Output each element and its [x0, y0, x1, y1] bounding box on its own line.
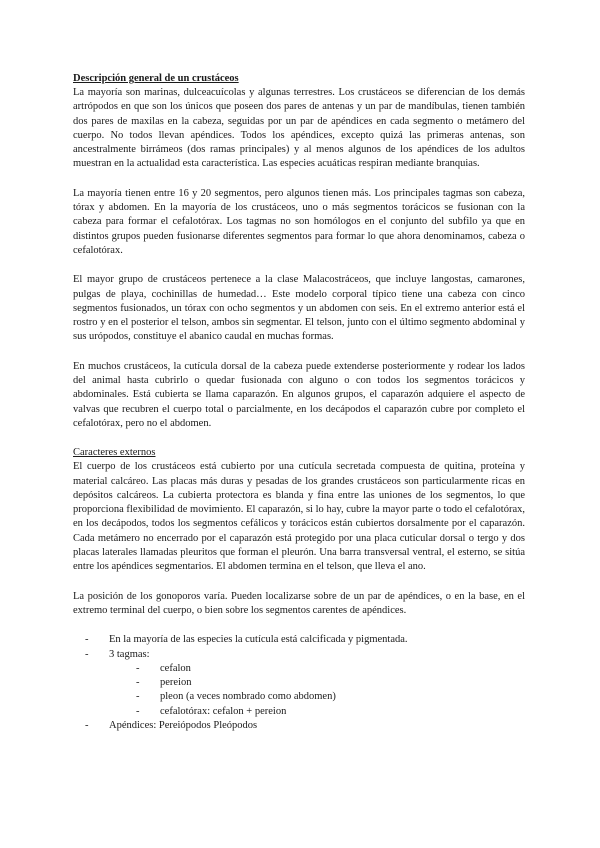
list-item-label: 3 tagmas:	[109, 648, 150, 660]
paragraph: El cuerpo de los crustáceos está cubierto por una cutícula secretada compuesta de quitina, proteína y material calcáreo. Las placas más duras y pesadas de los grandes crustáceos son particularmente ricas en depósitos calcáreos. La cubierta protectora es blanda y fina entre las uniones de los segmentos, lo que proporciona flexibilidad de movimiento. El caparazón, si lo hay, cubre la mayor parte o todo el cefalotórax, en los decápodos, todos los segmentos cefálicos y torácicos están cubiertos dorsalmente por el caparazón. Cada metámero no encerrado por el caparazón está protegido por una placa cuticular dorsal o tergo y dos placas laterales llamadas pleuritos que forman el pleurón. Una barra transversal ventral, el esterno, se sitúa entre los apéndices segmentarios. El abdomen termina en el telson, que lleva el ano.	[73, 461, 525, 573]
sub-list-item: - cefalon	[136, 662, 525, 676]
paragraph: La posición de los gonoporos varía. Pueden localizarse sobre de un par de apéndices, o en la base, en el extremo terminal del cuerpo, o bien sobre los segmentos carentes de apéndices.	[73, 590, 525, 616]
paragraph: El mayor grupo de crustáceos pertenece a la clase Malacostráceos, que incluye langostas, camarones, pulgas de playa, cochinillas de humedad… Este modelo corporal típico tiene una cabeza con cinco segmentos fusionados, un tórax con ocho segmentos y un abdomen con seis. En el extremo anterior está el rostro y en el posterior el telson, ambos sin segmentar. El telson, junto con el último segmento abdominal y sus urópodos, constituye el abanico caudal en muchas formas.	[73, 274, 525, 343]
sub-list-item: - pereion	[136, 676, 525, 690]
list-item	[85, 648, 525, 719]
paragraph: La mayoría son marinas, dulceacuícolas y algunas terrestres. Los crustáceos se diferencian de los demás artrópodos en que son los únicos que poseen dos pares de antenas y un par de mandíbulas, tienen también dos pares de maxilas en la cabeza, seguidas por un par de apéndices en cada segmento o metámero del cuerpo. No todos llevan apéndices. Todos los apéndices, excepto quizá las primeras antenas, son ancestralmente birrámeos (dos ramas principales) y al menos algunos de los apéndices de los adultos muestran en la actualidad esta característica. Las especies acuáticas respiran mediante branquias.	[73, 87, 525, 170]
list-item: - Apéndices: Pereiópodos Pleópodos	[85, 719, 525, 733]
section-heading-description: Descripción general de un crustáceos	[73, 73, 239, 84]
paragraph: En muchos crustáceos, la cutícula dorsal de la cabeza puede extenderse posteriormente y rodear los lados del animal hasta cubrirlo o quedar fusionada con alguno o con todos los segmentos torácicos y abdominales. Está cubierta se llama caparazón. En algunos grupos, el caparazón adquiere el aspecto de valvas que recubren el cuerpo total o parcialmente, en los decápodos el caparazón cubre por completo el cefalotórax, pero no el abdomen.	[73, 360, 525, 429]
sub-list-item: - cefalotórax: cefalon + pereion	[136, 705, 525, 719]
section-heading-external-characters: Caracteres externos	[73, 447, 156, 459]
sub-list-item: - pleon (a veces nombrado como abdomen)	[136, 690, 525, 704]
bullet-list	[73, 633, 525, 733]
list-item: - En la mayoría de las especies la cutícula está calcificada y pigmentada.	[85, 633, 525, 647]
paragraph: La mayoría tienen entre 16 y 20 segmentos, pero algunos tienen más. Los principales tagmas son cabeza, tórax y abdomen. En la mayoría de los crustáceos, uno o más segmentos torácicos se fusionan con la cabeza para formar el cefalotórax. Los tagmas no son homólogos en el conjunto del subfilo ya que en distintos grupos pueden fusionarse diferentes segmentos para formar lo que ahora denominamos, cabeza o cefalotórax.	[73, 187, 525, 256]
sub-list	[109, 662, 525, 719]
